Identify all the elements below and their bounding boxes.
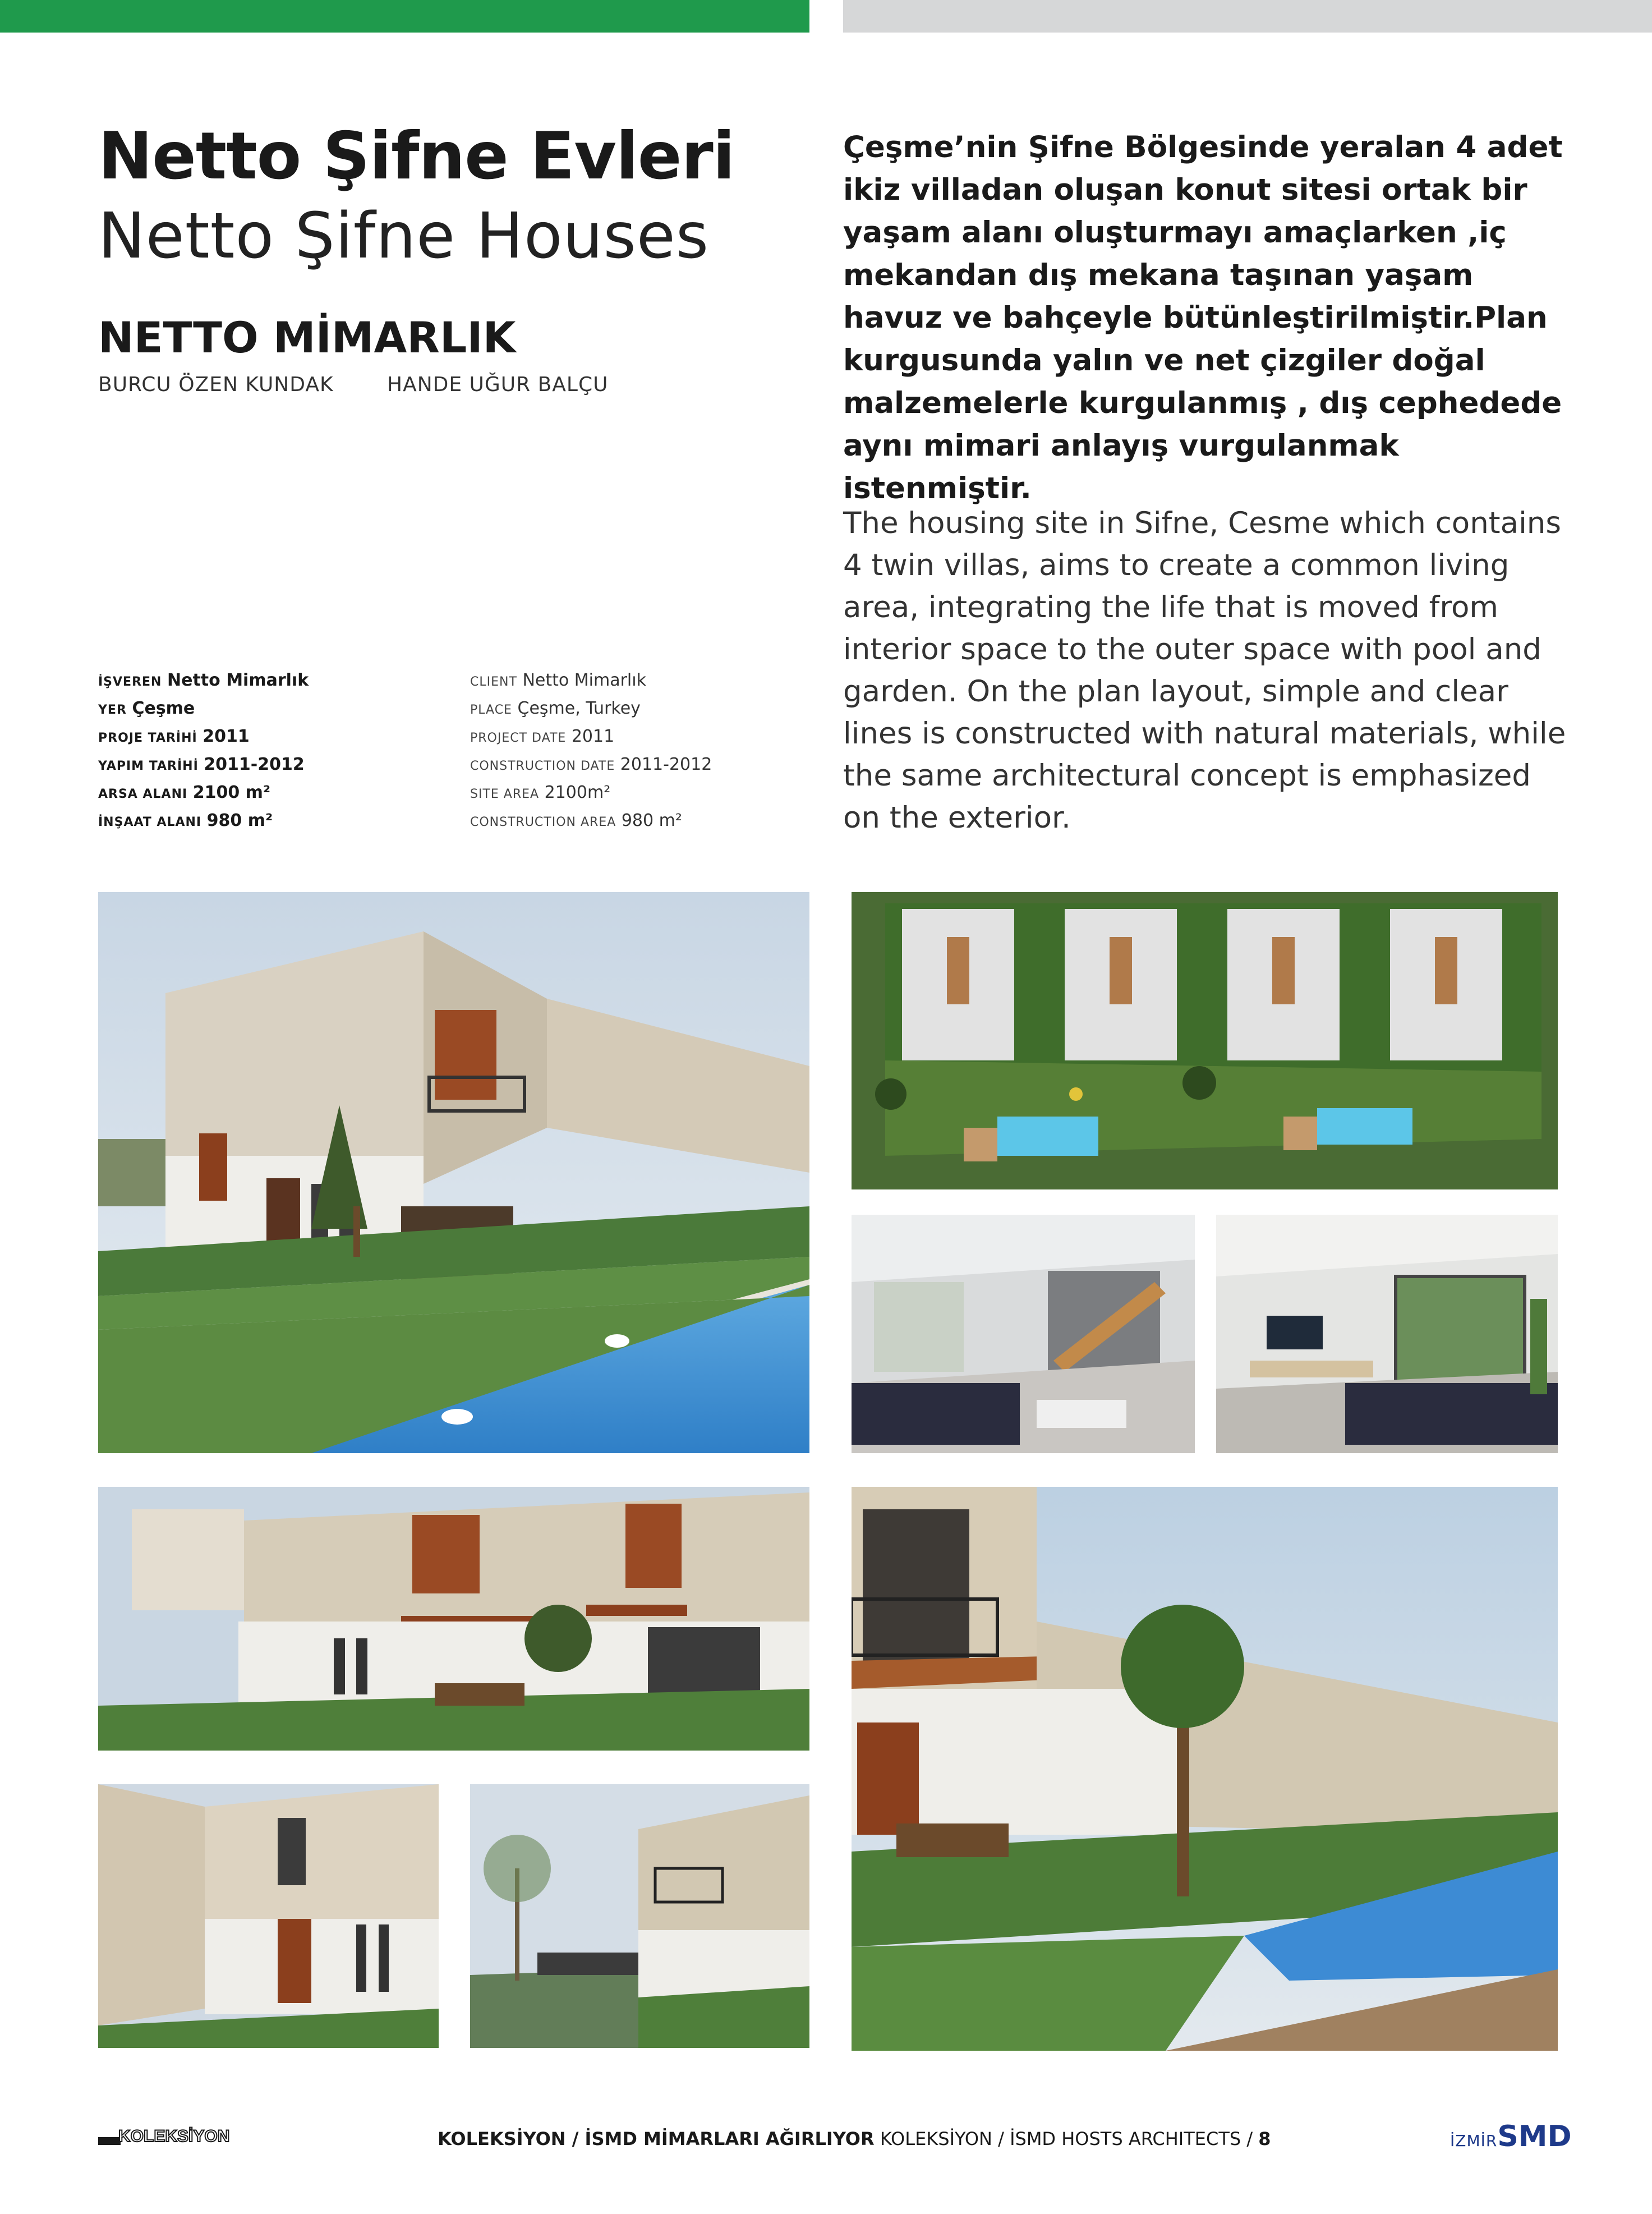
- info-row-tr: YAPIM TARİHİ 2011-2012: [98, 755, 305, 774]
- photo-stone-facade: [98, 1784, 439, 2048]
- firm-name: NETTO MİMARLIK: [98, 313, 516, 362]
- photo-villas-row: [470, 1784, 809, 2048]
- architect-name: BURCU ÖZEN KUNDAK: [98, 373, 334, 396]
- info-row-en: CLIENT Netto Mimarlık: [470, 670, 646, 690]
- photo-villas-dusk: [852, 1487, 1558, 2051]
- koleksiyon-logo: [98, 2124, 250, 2147]
- architect-name: HANDE UĞUR BALÇU: [387, 373, 609, 396]
- info-row-tr: İŞVEREN Netto Mimarlık: [98, 670, 309, 690]
- info-row-en: PLACE Çeşme, Turkey: [470, 699, 641, 718]
- footer-caption: KOLEKSİYON / İSMD MİMARLARI AĞIRLIYOR KOLEKSİYON / İSMD HOSTS ARCHITECTS / 8: [438, 2128, 1271, 2149]
- description-tr: Çeşme’nin Şifne Bölgesinde yeralan 4 adet ikiz villadan oluşan konut sitesi ortak bir yaşam alanı oluşturmayı amaçlarken ,iç mekandan dış mekana taşınan yaşam havuz ve bahçeyle bütünleştirilmiştir.Plan kurgusunda yalın ve net çizgiler doğal malzemelerle kurgulanmış , dış cephedede aynı mimari anlayış vurgulanmak istenmiştir.: [843, 130, 1563, 506]
- info-row-en: CONSTRUCTION DATE 2011-2012: [470, 755, 712, 774]
- top-bar-grey: [843, 0, 1652, 33]
- project-title-en: Netto Şifne Houses: [98, 200, 710, 273]
- info-row-en: PROJECT DATE 2011: [470, 727, 615, 746]
- top-bar-green: [0, 0, 809, 33]
- info-row-tr: ARSA ALANI 2100 m²: [98, 783, 271, 802]
- photo-villa-pool: [98, 892, 809, 1453]
- page-number: 8: [1258, 2128, 1271, 2149]
- photo-interior-living: [1216, 1215, 1558, 1453]
- svg-text:KOLEKSİYON: KOLEKSİYON: [118, 2127, 230, 2146]
- description-en: The housing site in Sifne, Cesme which contains 4 twin villas, aims to create a common living area, integrating the life that is moved from interior space to the outer space with pool and garden. On the plan layout, simple and clear lines is constructed with natural materials, while the same architectural concept is emphasized on the exterior.: [843, 506, 1566, 835]
- photo-villa-terrace: [98, 1487, 809, 1751]
- photo-interior-stairs: [852, 1215, 1195, 1453]
- project-title-tr: Netto Şifne Evleri: [98, 118, 735, 194]
- info-row-tr: YER Çeşme: [98, 699, 195, 718]
- info-row-en: CONSTRUCTION AREA 980 m²: [470, 811, 682, 830]
- izmir-smd-logo: İZMİRSMD: [1450, 2120, 1572, 2153]
- photo-site-plan: [852, 892, 1558, 1189]
- info-row-tr: İNŞAAT ALANI 980 m²: [98, 811, 273, 830]
- info-row-en: SITE AREA 2100m²: [470, 783, 611, 802]
- info-row-tr: PROJE TARİHİ 2011: [98, 727, 250, 746]
